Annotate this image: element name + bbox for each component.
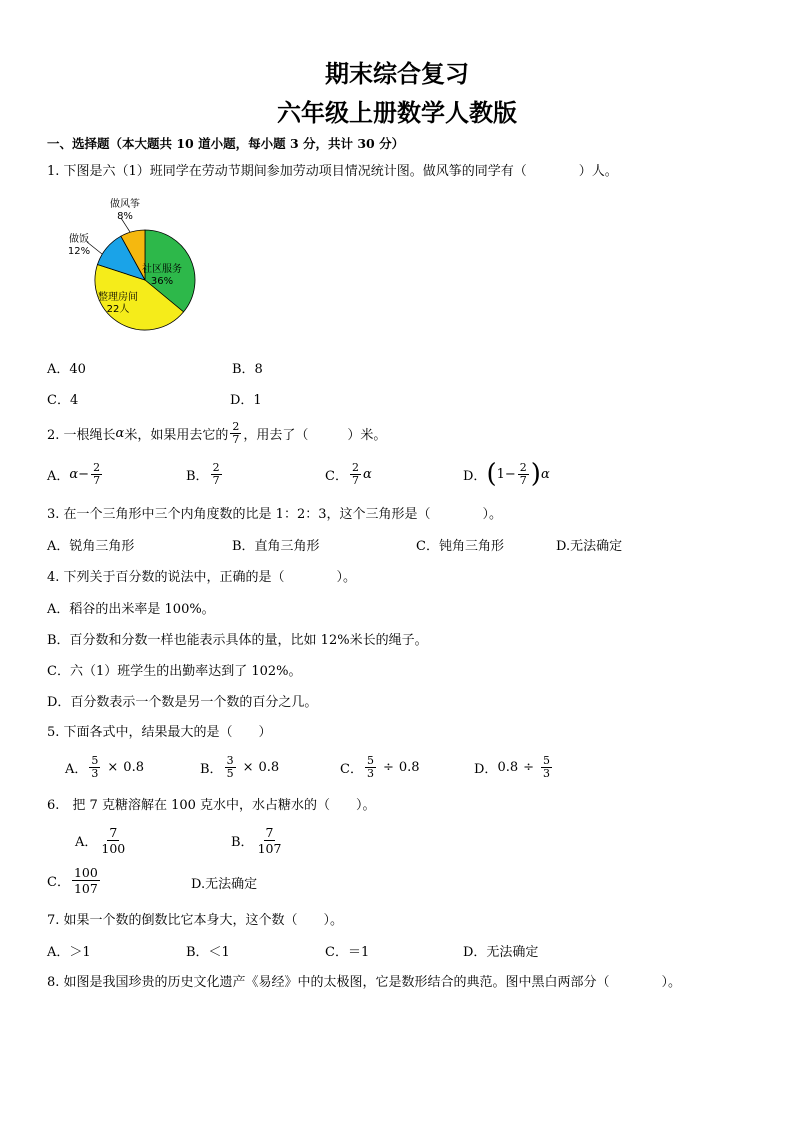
question-4-text: 4. 下列关于百分数的说法中，正确的是（ ）。: [47, 570, 357, 585]
q2-option-c[interactable]: C． $\frac{2}{7}$ α: [325, 460, 372, 487]
question-5-text: 5. 下面各式中，结果最大的是（ ）: [47, 725, 272, 740]
q4-option-b[interactable]: B．百分数和分数一样也能表示具体的量，比如 12%米长的绳子。: [47, 633, 428, 648]
slice-label-cook: 做饭: [69, 234, 89, 245]
q5-option-d[interactable]: D． 0.8 ÷ $\frac{5}{3}$: [474, 753, 551, 780]
q3-option-a[interactable]: A．锐角三角形: [47, 539, 135, 554]
q5-option-c[interactable]: C． $\frac{5}{3}$ ÷ 0.8: [340, 753, 420, 780]
q5-option-a[interactable]: A． $\frac{5}{3}$ × 0.8: [65, 753, 144, 780]
q6-option-a[interactable]: A． $\frac{7}{100}$: [75, 824, 126, 856]
question-3-text: 3. 在一个三角形中三个内角度数的比是 1：2：3，这个三角形是（ ）。: [47, 507, 502, 522]
question-7-text: 7. 如果一个数的倒数比它本身大，这个数（ ）。: [47, 913, 344, 928]
slice-value-cook: 12%: [67, 246, 91, 257]
q2-fraction: $\frac{2}{7}$: [232, 419, 240, 446]
q4-option-c[interactable]: C．六（1）班学生的出勤率达到了 102%。: [47, 664, 302, 679]
q1-option-c[interactable]: C．4: [47, 393, 79, 408]
q7-option-d[interactable]: D．无法确定: [463, 945, 539, 960]
q2-prefix: 2. 一根绳长: [47, 427, 116, 443]
q2-option-d[interactable]: D． ( 1 − $\frac{2}{7}$ ) α: [463, 459, 550, 489]
pie-chart: [60, 192, 200, 342]
page-subtitle: 六年级上册数学人教版: [277, 99, 517, 127]
slice-value-kite: 8%: [117, 211, 133, 222]
q6-option-d[interactable]: D.无法确定: [191, 877, 258, 892]
slice-label-room: 整理房间: [98, 292, 138, 303]
q2-option-b[interactable]: B． $\frac{2}{7}$: [186, 460, 220, 487]
q3-option-d[interactable]: D.无法确定: [556, 539, 623, 554]
q1-option-d[interactable]: D．1: [230, 393, 262, 408]
question-1-text: 1. 下图是六（1）班同学在劳动节期间参加劳动项目情况统计图。做风筝的同学有（ ）人。: [47, 164, 618, 179]
q2-option-a[interactable]: A． α − $\frac{2}{7}$: [47, 460, 101, 487]
slice-label-kite: 做风筝: [110, 199, 140, 210]
q3-option-c[interactable]: C．钝角三角形: [416, 539, 504, 554]
question-6-text: 6. 把 7 克糖溶解在 100 克水中，水占糖水的（ ）。: [47, 798, 376, 813]
q5-option-b[interactable]: B． $\frac{3}{5}$ × 0.8: [200, 753, 280, 780]
slice-value-room: 22人: [106, 304, 130, 315]
q2-suffix: ，用去了（ ）米。: [243, 427, 387, 443]
q2-mid: 米，如果用去它的: [124, 427, 229, 443]
q6-option-b[interactable]: B． $\frac{7}{107}$: [231, 824, 282, 856]
question-8-text: 8. 如图是我国珍贵的历史文化遗产《易经》中的太极图，它是数形结合的典范。图中黑白两部分（ ）。: [47, 975, 682, 990]
q1-option-a[interactable]: A．40: [47, 362, 86, 377]
q4-option-d[interactable]: D．百分数表示一个数是另一个数的百分之几。: [47, 695, 318, 710]
slice-label-community: 社区服务: [142, 264, 182, 275]
page-title: 期末综合复习: [325, 60, 469, 88]
q7-option-b[interactable]: B．＜1: [186, 945, 230, 960]
question-2-text: [47, 418, 386, 448]
slice-value-community: 36%: [150, 276, 174, 287]
q4-option-a[interactable]: A．稻谷的出米率是 100%。: [47, 602, 215, 617]
q7-option-a[interactable]: A．＞1: [47, 945, 91, 960]
q3-option-b[interactable]: B．直角三角形: [232, 539, 320, 554]
q7-option-c[interactable]: C．＝1: [325, 945, 370, 960]
q1-option-b[interactable]: B．8: [232, 362, 263, 377]
section-heading: 一、选择题（本大题共 10 道小题，每小题 3 分，共计 30 分）: [47, 136, 405, 151]
q6-option-c[interactable]: C． $\frac{100}{107}$: [47, 864, 98, 896]
q2-variable: α: [115, 425, 125, 441]
